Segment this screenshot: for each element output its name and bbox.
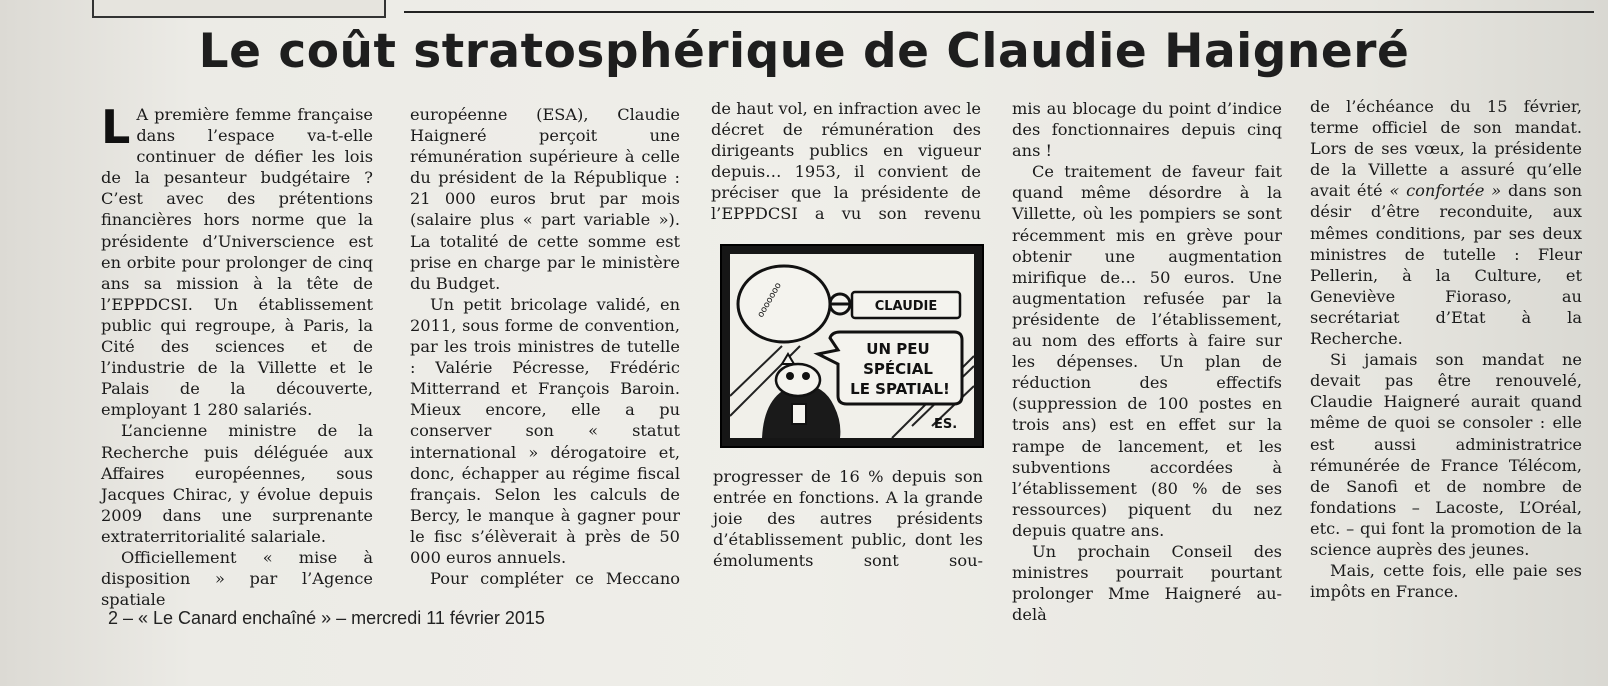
cartoon-signature: ES. — [934, 417, 958, 432]
column-4 — [1012, 98, 1282, 625]
col5-paragraph-3: Mais, cette fois, elle paie ses impôts en France. — [1310, 561, 1582, 602]
drop-cap: L — [101, 100, 131, 154]
bubble-line-2: SPÉCIAL — [863, 360, 933, 378]
col4-paragraph-2: Ce traitement de faveur fait quand même désordre à la Villette, où les pompiers se sont récemment mis en grève pour obtenir une augmentation mirifique de… 50 euros. Une augmentation refusée par la présidente de l’établissement, au nom des efforts à faire sur les dépenses. Un plan de réduction des effectifs (suppression de 100 postes en trois ans) est en effet sur la rampe de lancement, et les subventions accordées à l’établissement (80 % de ses ressources) piquent du nez depuis quatre ans. — [1012, 162, 1282, 540]
previous-article-box — [92, 0, 386, 18]
col5-paragraph-1: de l’échéance du 15 février, terme officiel de son mandat. Lors de ses vœux, la présidente de la Villette a assuré qu’elle avait été « confortée » dans son désir d’être reconduite, aux mêmes conditions, par ses deux ministres de tutelle : Fleur Pellerin, à la Culture, et Geneviève Fioraso, au secrétariat d’Etat à la Recherche. — [1310, 97, 1582, 349]
cartoon-illustration — [720, 244, 984, 448]
col2-paragraph-1: européenne (ESA), Claudie Haigneré perçoit une rémunération supérieure à celle du président de la République : 21 000 euros brut par mois (salaire plus « part variable »). La totalité de cette somme est prise en charge par le ministère du Budget. — [410, 105, 680, 293]
col1-paragraph-2: L’ancienne ministre de la Recherche puis déléguée aux Affaires européennes, sous Jacques Chirac, y évolue depuis 2009 dans une surprenante extraterritorialité salariale. — [101, 421, 373, 546]
column-2 — [410, 104, 680, 589]
bubble-line-3: LE SPATIAL! — [850, 380, 950, 398]
column-5 — [1310, 96, 1582, 602]
headline: Le coût stratosphérique de Claudie Haigneré — [198, 24, 1410, 79]
page-footer: 2 – « Le Canard enchaîné » – mercredi 11 février 2015 — [108, 608, 545, 628]
cartoon-drawing — [722, 246, 982, 446]
col1-paragraph-1: L A première femme française dans l’espace va-t-elle continuer de défier les lois de la pesanteur budgétaire ? C’est avec des prétentions financières hors norme que la présidente d’Universcience est en orbite pour prolonger de cinq ans sa mission à la tête de l’EPPDCSI. Un établissement public qui regroupe, à Paris, la Cité des sciences et de l’industrie de la Villette et le Palais de la découverte, employant 1 280 salariés. — [101, 100, 373, 420]
col3-paragraph-2: progresser de 16 % depuis son entrée en fonctions. A la grande joie des autres présidents d’établissement public, dont les émoluments sont sou- — [713, 467, 983, 571]
cartoon-tag-text: CLAUDIE — [874, 299, 938, 314]
bubble-line-1: UN PEU — [866, 340, 930, 358]
col5-paragraph-2: Si jamais son mandat ne devait pas être renouvelé, Claudie Haigneré aurait quand même de quoi se consoler : elle est aussi administratrice rémunérée de France Télécom, de Sanofi et de nombre de fondations – Lacoste, L’Oréal, etc. – qui font la promotion de la science auprès des jeunes. — [1310, 350, 1582, 559]
column-3-top — [711, 98, 981, 225]
emphasis-confortee: « confortée » — [1389, 181, 1502, 201]
column-3-bottom — [713, 466, 983, 571]
col2-paragraph-2: Un petit bricolage validé, en 2011, sous forme de convention, par les trois ministres de tutelle : Valérie Pécresse, Frédéric Mitterrand et François Baroin. Mieux encore, elle a pu conserver son « statut international » dérogatoire et, donc, échapper au régime fiscal français. Selon les calculs de Bercy, le manque à gagner pour le fisc s’élèverait à près de 50 000 euros annuels. — [410, 294, 680, 567]
col4-paragraph-1: mis au blocage du point d’indice des fonctionnaires depuis cinq ans ! — [1012, 99, 1282, 161]
col1-paragraph-3: Officiellement « mise à disposition » par l’Agence spatiale — [101, 547, 373, 610]
col3-paragraph-1: de haut vol, en infraction avec le décret de rémunération des dirigeants publics en vigueur depuis… 1953, il convient de préciser que la présidente de l’EPPDCSI a vu son revenu — [711, 99, 981, 224]
svg-text:ooooooo: ooooooo — [755, 281, 784, 320]
col2-paragraph-3: Pour compléter ce Meccano — [430, 569, 680, 589]
column-1 — [101, 100, 373, 610]
top-rule — [404, 11, 1594, 13]
col4-paragraph-3: Un prochain Conseil des ministres pourrait pourtant prolonger Mme Haigneré au-delà — [1012, 541, 1282, 625]
